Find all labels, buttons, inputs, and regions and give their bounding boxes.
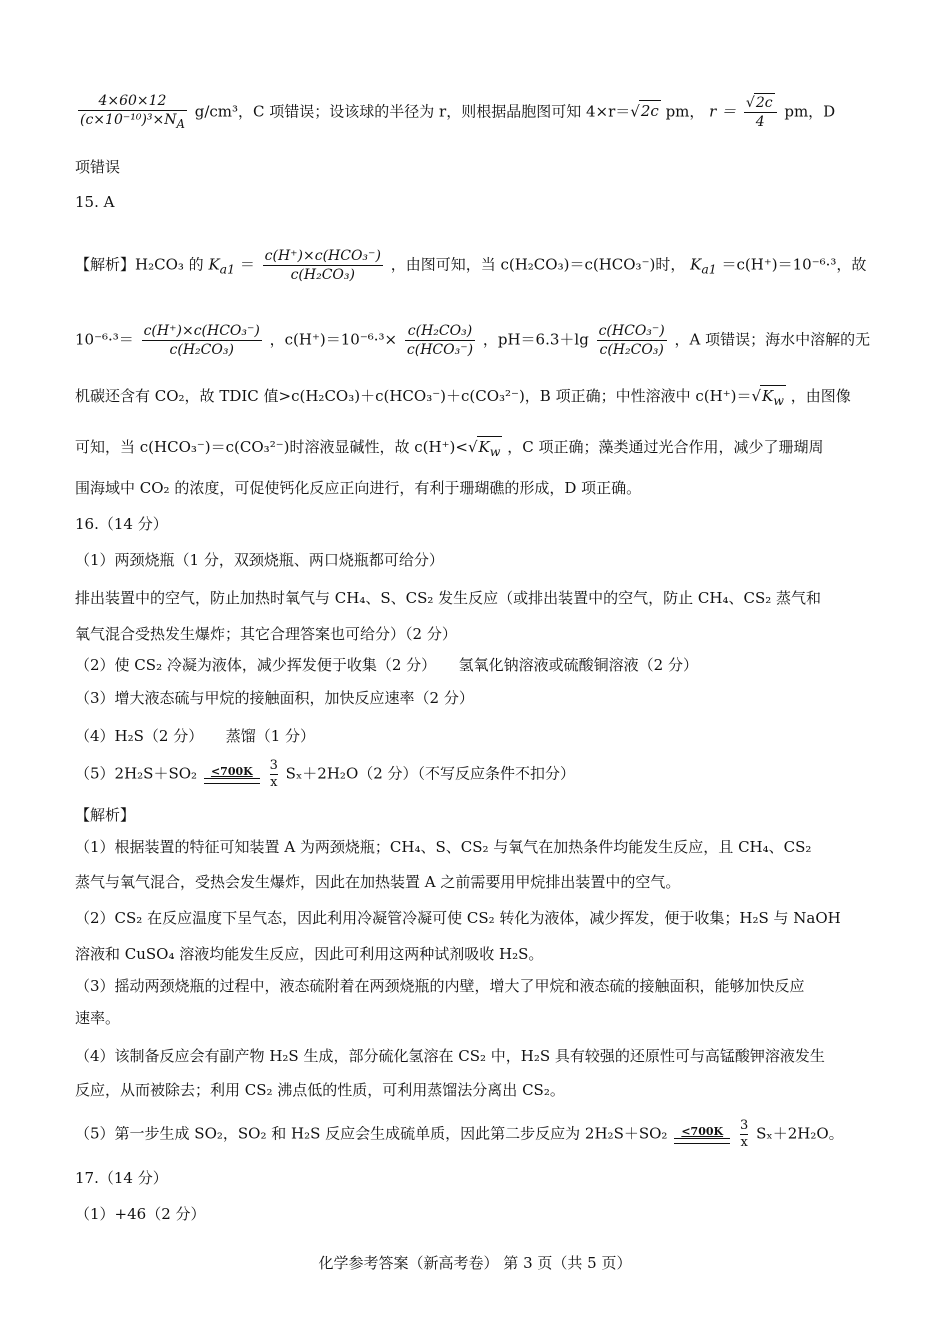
analysis-15-line-2: 10⁻⁶·³＝ $\frac{\text{c(H⁺)×c(HCO₃⁻)}}{\text{c(H₂CO₃)}}$ ，c(H⁺)＝10⁻⁶·³× $\frac{\text{c(H₂CO₃)}}{\text{c(HCO₃⁻)}}$ ，pH＝6.3＋lg $\frac{\text{c(HCO₃⁻)}}{\text{c(H₂CO₃)}}$ ，A 项错误；海水中溶解的无 bbox=[75, 323, 871, 358]
analysis-15-line-1: 【解析】H₂CO₃ 的 $K_{a1}$ ＝ $\frac{\text{c(H⁺)×c(HCO₃⁻)}}{\text{c(H₂CO₃)}}$ ，由图可知，当 c(H₂CO₃)＝c(HCO₃⁻)时， $K_{a1} =c(H^+)=10^{-6}\cdot^3$，故 bbox=[75, 248, 867, 283]
density-fraction: $\frac{4\times 60\times 12}{(c\times 10^{-10})^3\times N_A}$ bbox=[80, 93, 185, 131]
answer-16-line: 氧气混合受热发生爆炸；其它合理答案也可给分）（2 分） bbox=[75, 625, 457, 643]
equilibrium-fraction: $\frac{\text{c(H⁺)×c(HCO₃⁻)}}{\text{c(H₂CO₃)}}$ bbox=[143, 323, 260, 358]
question-16-heading: 16.（14 分） bbox=[75, 515, 168, 533]
coefficient-fraction: $\frac{3}{x}$ bbox=[269, 758, 278, 790]
ph-fraction: $\frac{\text{c(HCO₃⁻)}}{\text{c(H₂CO₃)}}$ bbox=[598, 323, 665, 358]
analysis-16-line: （3）摇动两颈烧瓶的过程中，液态硫附着在两颈烧瓶的内壁，增大了甲烷和液态硫的接触面积，能够加快反应 bbox=[75, 977, 805, 995]
analysis-15-line-5: 围海域中 CO₂ 的浓度，可促使钙化反应正向进行，有利于珊瑚礁的形成，D 项正确。 bbox=[75, 479, 642, 497]
answer-16-line: 排出装置中的空气，防止加热时氧气与 CH₄、S、CS₂ 发生反应（或排出装置中的空气，防止 CH₄、CS₂ 蒸气和 bbox=[75, 589, 822, 607]
analysis-16-line: 速率。 bbox=[75, 1009, 121, 1027]
answer-17-part-1: （1）+46（2 分） bbox=[75, 1205, 206, 1223]
analysis-16-line: （2）CS₂ 在反应温度下呈气态，因此利用冷凝管冷凝可使 CS₂ 转化为液体，减少挥发，便于收集；H₂S 与 NaOH bbox=[75, 909, 841, 927]
text-line: 项错误 bbox=[75, 158, 121, 176]
reaction-condition-arrow: <700K bbox=[204, 766, 260, 784]
ratio-fraction: $\frac{\text{c(H₂CO₃)}}{\text{c(HCO₃⁻)}}$ bbox=[406, 323, 474, 358]
coefficient-fraction: $\frac{3}{x}$ bbox=[740, 1118, 749, 1150]
question-17-heading: 17.（14 分） bbox=[75, 1169, 168, 1187]
answer-16-part-4: （4）H₂S（2 分） 蒸馏（1 分） bbox=[75, 727, 316, 745]
question-15-heading: 15. A bbox=[75, 193, 115, 211]
analysis-16-line: 蒸气与氧气混合，受热会发生爆炸，因此在加热装置 A 之前需要用甲烷排出装置中的空气。 bbox=[75, 873, 681, 891]
analysis-15-line-4: 可知，当 c(HCO₃⁻)＝c(CO₃²⁻)时溶液显碱性，故 $c(H^+)<√K_w$ ，C 项正确；藻类通过光合作用，减少了珊瑚周 bbox=[75, 436, 823, 462]
analysis-16-line: 溶液和 CuSO₄ 溶液均能发生反应，因此可利用这两种试剂吸收 H₂S。 bbox=[75, 945, 544, 963]
answer-16-part-3: （3）增大液态硫与甲烷的接触面积，加快反应速率（2 分） bbox=[75, 689, 474, 707]
answer-14-formula-line: $\frac{4\times 60\times 12}{(c\times 10^{-10})^3\times N_A}$ g/cm³，C 项错误；设该球的半径为 r，则根据晶胞图可知 4×r＝√2c pm， r ＝ $\frac{√2c}{4}$ pm，D bbox=[80, 93, 836, 131]
analysis-16-line: 反应，从而被除去；利用 CS₂ 沸点低的性质，可利用蒸馏法分离出 CS₂。 bbox=[75, 1081, 565, 1099]
analysis-16-part-5: （5）第一步生成 SO₂，SO₂ 和 H₂S 反应会生成硫单质，因此第二步反应为 2H₂S＋SO₂ <700K $\frac{3}{x}$ Sₓ＋2H₂O。 bbox=[75, 1118, 844, 1150]
analysis-heading: 【解析】 bbox=[75, 806, 136, 824]
reaction-condition-arrow: <700K bbox=[674, 1126, 730, 1144]
radius-fraction: $\frac{√2c}{4}$ bbox=[744, 93, 777, 131]
page-footer: 化学参考答案（新高考卷） 第 3 页（共 5 页） bbox=[318, 1254, 632, 1272]
answer-16-part-1: （1）两颈烧瓶（1 分，双颈烧瓶、两口烧瓶都可给分） bbox=[75, 551, 444, 569]
answer-16-part-5: （5）2H₂S＋SO₂ <700K $\frac{3}{x}$ Sₓ＋2H₂O（2 分）（不写反应条件不扣分） bbox=[75, 758, 576, 790]
ka1-fraction: $\frac{\text{c(H⁺)×c(HCO₃⁻)}}{\text{c(H₂CO₃)}}$ bbox=[264, 248, 381, 283]
analysis-15-line-3: 机碳还含有 CO₂，故 TDIC 值>c(H₂CO₃)＋c(HCO₃⁻)＋c(CO₃²⁻)，B 项正确；中性溶液中 $c(H^+)=√K_w$ ，由图像 bbox=[75, 385, 851, 411]
answer-16-part-2: （2）使 CS₂ 冷凝为液体，减少挥发便于收集（2 分） 氢氧化钠溶液或硫酸铜溶液（2 分） bbox=[75, 656, 698, 674]
analysis-16-line: （4）该制备反应会有副产物 H₂S 生成，部分硫化氢溶在 CS₂ 中，H₂S 具有较强的还原性可与高锰酸钾溶液发生 bbox=[75, 1047, 825, 1065]
analysis-16-line: （1）根据装置的特征可知装置 A 为两颈烧瓶；CH₄、S、CS₂ 与氧气在加热条件均能发生反应，且 CH₄、CS₂ bbox=[75, 838, 812, 856]
